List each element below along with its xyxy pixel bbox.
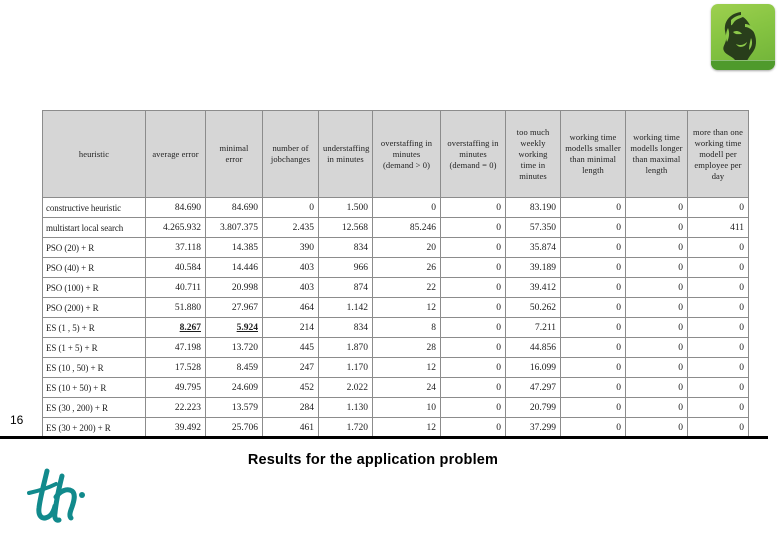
table-cell: 16.099 — [506, 358, 561, 378]
table-cell: 0 — [561, 338, 626, 358]
column-header-minimal-error: minimal error — [206, 111, 263, 198]
table-cell: 0 — [561, 358, 626, 378]
results-table — [42, 110, 749, 438]
table-cell: 57.350 — [506, 218, 561, 238]
column-header-heuristic: heuristic — [43, 111, 146, 198]
table-cell: 214 — [263, 318, 319, 338]
table-cell: 0 — [441, 398, 506, 418]
table-cell: 0 — [626, 258, 688, 278]
slide-number: 16 — [10, 413, 24, 427]
table-cell: 0 — [441, 418, 506, 438]
table-cell: 452 — [263, 378, 319, 398]
column-header-understaffing-minutes: understaffing in minutes — [319, 111, 373, 198]
row-label: ES (30 , 200) + R — [43, 398, 146, 418]
table-cell: 0 — [561, 378, 626, 398]
row-label: ES (1 + 5) + R — [43, 338, 146, 358]
results-table-container — [42, 110, 748, 438]
slide-caption: Results for the application problem — [247, 452, 499, 468]
row-label: multistart local search — [43, 218, 146, 238]
table-cell: 0 — [441, 298, 506, 318]
row-label: PSO (200) + R — [43, 298, 146, 318]
table-cell: 0 — [626, 198, 688, 218]
table-cell: 0 — [561, 398, 626, 418]
table-cell: 0 — [626, 378, 688, 398]
table-cell: 49.795 — [146, 378, 206, 398]
table-cell: 2.435 — [263, 218, 319, 238]
column-header-models-smaller-than-minimal-length: working time modells smaller than minimal length — [561, 111, 626, 198]
table-cell: 0 — [626, 318, 688, 338]
table-cell: 5.924 — [206, 318, 263, 338]
table-cell: 0 — [688, 238, 749, 258]
table-cell: 27.967 — [206, 298, 263, 318]
table-cell: 0 — [626, 418, 688, 438]
table-cell: 4.265.932 — [146, 218, 206, 238]
table-cell: 0 — [441, 358, 506, 378]
table-cell: 3.807.375 — [206, 218, 263, 238]
table-cell: 0 — [626, 398, 688, 418]
table-row — [43, 238, 749, 258]
column-header-overstaffing-demand-gt-0: overstaffing in minutes (demand > 0) — [373, 111, 441, 198]
table-row — [43, 278, 749, 298]
table-cell: 1.170 — [319, 358, 373, 378]
table-cell: 39.412 — [506, 278, 561, 298]
table-cell: 0 — [626, 238, 688, 258]
table-cell: 50.262 — [506, 298, 561, 318]
table-cell: 51.880 — [146, 298, 206, 318]
table-cell: 445 — [263, 338, 319, 358]
table-cell: 0 — [561, 238, 626, 258]
table-cell: 13.579 — [206, 398, 263, 418]
table-cell: 37.118 — [146, 238, 206, 258]
table-cell: 24.609 — [206, 378, 263, 398]
table-cell: 390 — [263, 238, 319, 258]
row-label: PSO (100) + R — [43, 278, 146, 298]
table-cell: 403 — [263, 258, 319, 278]
table-header — [43, 111, 749, 198]
table-cell: 411 — [688, 218, 749, 238]
table-cell: 0 — [688, 278, 749, 298]
table-cell: 26 — [373, 258, 441, 278]
table-cell: 0 — [561, 278, 626, 298]
table-cell: 44.856 — [506, 338, 561, 358]
table-cell: 28 — [373, 338, 441, 358]
table-cell: 0 — [561, 298, 626, 318]
table-cell: 8 — [373, 318, 441, 338]
table-cell: 85.246 — [373, 218, 441, 238]
table-cell: 2.022 — [319, 378, 373, 398]
column-header-average-error: average error — [146, 111, 206, 198]
table-cell: 834 — [319, 318, 373, 338]
row-label: PSO (20) + R — [43, 238, 146, 258]
table-cell: 0 — [441, 258, 506, 278]
table-cell: 0 — [561, 218, 626, 238]
table-cell: 10 — [373, 398, 441, 418]
table-cell: 0 — [688, 398, 749, 418]
column-header-models-longer-than-maximal-length: working time modells longer than maximal length — [626, 111, 688, 198]
table-row — [43, 398, 749, 418]
table-cell: 966 — [319, 258, 373, 278]
table-cell: 0 — [561, 258, 626, 278]
row-label: constructive heuristic — [43, 198, 146, 218]
table-cell: 0 — [626, 218, 688, 238]
brand-logo — [20, 466, 100, 528]
table-cell: 461 — [263, 418, 319, 438]
table-cell: 22.223 — [146, 398, 206, 418]
table-cell: 0 — [373, 198, 441, 218]
table-cell: 12.568 — [319, 218, 373, 238]
table-cell: 0 — [441, 238, 506, 258]
corner-logo — [711, 4, 775, 70]
table-row — [43, 258, 749, 278]
table-cell: 0 — [561, 418, 626, 438]
table-cell: 7.211 — [506, 318, 561, 338]
column-header-more-than-one-model-per-employee-day: more than one working time modell per employee per day — [688, 111, 749, 198]
table-cell: 0 — [263, 198, 319, 218]
column-header-too-much-weekly-working-time: too much weekly working time in minutes — [506, 111, 561, 198]
row-label: ES (10 + 50) + R — [43, 378, 146, 398]
row-label: ES (30 + 200) + R — [43, 418, 146, 438]
table-cell: 20 — [373, 238, 441, 258]
table-cell: 83.190 — [506, 198, 561, 218]
table-cell: 0 — [626, 298, 688, 318]
table-cell: 25.706 — [206, 418, 263, 438]
table-cell: 35.874 — [506, 238, 561, 258]
table-cell: 1.720 — [319, 418, 373, 438]
table-cell: 12 — [373, 298, 441, 318]
table-cell: 0 — [441, 338, 506, 358]
table-cell: 0 — [688, 298, 749, 318]
table-cell: 0 — [688, 318, 749, 338]
table-cell: 22 — [373, 278, 441, 298]
table-cell: 47.297 — [506, 378, 561, 398]
table-cell: 0 — [688, 198, 749, 218]
table-cell: 0 — [688, 258, 749, 278]
table-cell: 0 — [561, 198, 626, 218]
table-cell: 403 — [263, 278, 319, 298]
table-row — [43, 378, 749, 398]
table-row — [43, 218, 749, 238]
logo-caption-strip — [711, 60, 775, 70]
footer-divider — [0, 436, 768, 439]
table-cell: 37.299 — [506, 418, 561, 438]
table-cell: 47.198 — [146, 338, 206, 358]
table-row — [43, 338, 749, 358]
table-cell: 0 — [441, 218, 506, 238]
table-cell: 84.690 — [146, 198, 206, 218]
th-cursive-icon — [20, 466, 100, 528]
table-cell: 12 — [373, 418, 441, 438]
table-row — [43, 198, 749, 218]
table-cell: 0 — [441, 198, 506, 218]
table-cell: 1.130 — [319, 398, 373, 418]
table-cell: 14.446 — [206, 258, 263, 278]
table-row — [43, 418, 749, 438]
table-cell: 0 — [688, 338, 749, 358]
table-cell: 0 — [441, 278, 506, 298]
table-row — [43, 318, 749, 338]
table-cell: 1.500 — [319, 198, 373, 218]
table-cell: 84.690 — [206, 198, 263, 218]
table-cell: 0 — [688, 418, 749, 438]
table-cell: 0 — [441, 378, 506, 398]
table-cell: 39.492 — [146, 418, 206, 438]
table-cell: 40.711 — [146, 278, 206, 298]
table-cell: 20.799 — [506, 398, 561, 418]
table-cell: 12 — [373, 358, 441, 378]
table-cell: 284 — [263, 398, 319, 418]
table-cell: 0 — [561, 318, 626, 338]
table-row — [43, 298, 749, 318]
table-body — [43, 198, 749, 438]
column-header-number-of-jobchanges: number of jobchanges — [263, 111, 319, 198]
table-cell: 0 — [688, 378, 749, 398]
table-cell: 874 — [319, 278, 373, 298]
table-cell: 20.998 — [206, 278, 263, 298]
table-cell: 40.584 — [146, 258, 206, 278]
row-label: ES (10 , 50) + R — [43, 358, 146, 378]
row-label: ES (1 , 5) + R — [43, 318, 146, 338]
table-cell: 834 — [319, 238, 373, 258]
table-cell: 8.459 — [206, 358, 263, 378]
column-header-overstaffing-demand-eq-0: overstaffing in minutes (demand = 0) — [441, 111, 506, 198]
table-cell: 13.720 — [206, 338, 263, 358]
table-row — [43, 358, 749, 378]
table-cell: 247 — [263, 358, 319, 378]
table-cell: 0 — [441, 318, 506, 338]
table-cell: 1.142 — [319, 298, 373, 318]
table-cell: 17.528 — [146, 358, 206, 378]
table-cell: 464 — [263, 298, 319, 318]
table-cell: 0 — [626, 338, 688, 358]
table-cell: 0 — [688, 358, 749, 378]
table-cell: 0 — [626, 278, 688, 298]
table-cell: 14.385 — [206, 238, 263, 258]
table-header-row — [43, 111, 749, 198]
table-cell: 24 — [373, 378, 441, 398]
table-cell: 1.870 — [319, 338, 373, 358]
table-cell: 8.267 — [146, 318, 206, 338]
table-cell: 39.189 — [506, 258, 561, 278]
th-logo-dot — [79, 492, 85, 498]
row-label: PSO (40) + R — [43, 258, 146, 278]
table-cell: 0 — [626, 358, 688, 378]
